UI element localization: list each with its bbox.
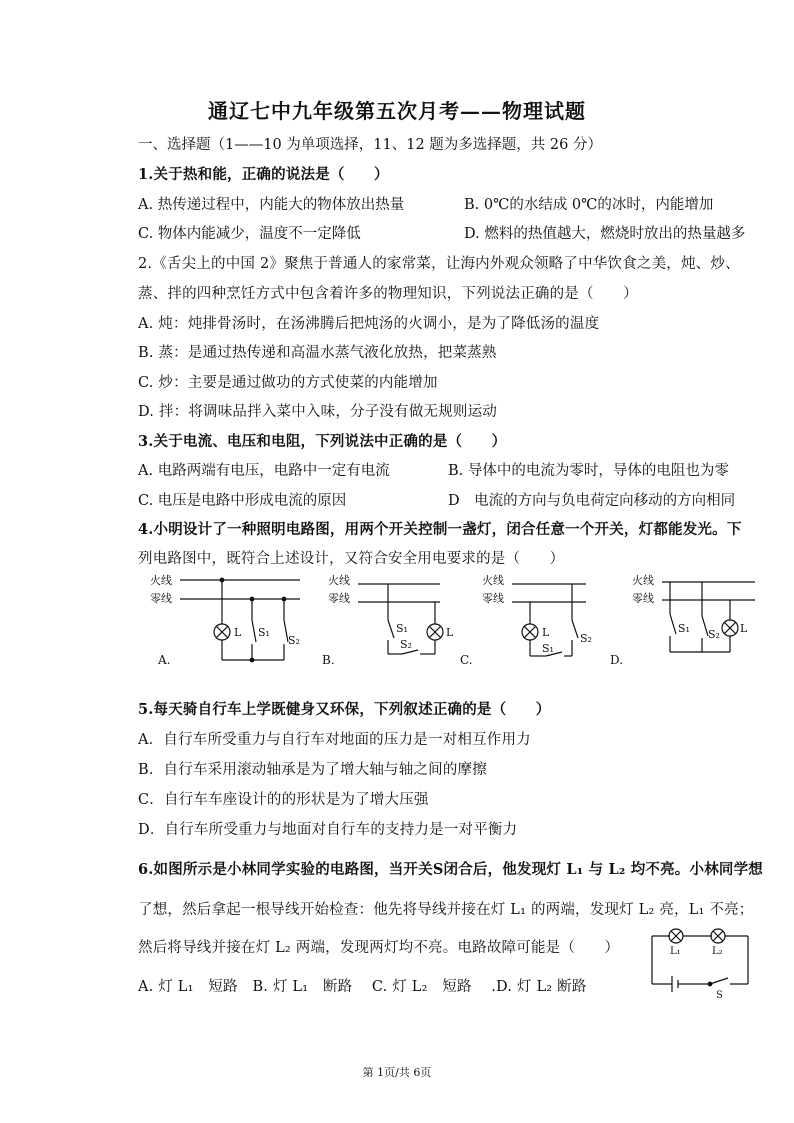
q3-option-d: D 电流的方向与负电荷定向移动的方向相同: [448, 493, 736, 509]
circuit-d-s2-label: S₂: [708, 628, 720, 641]
circuit-d-s1-label: S₁: [678, 622, 690, 635]
q5-option-a: A．自行车所受重力与自行车对地面的压力是一对相互作用力: [138, 732, 531, 748]
circuit-b-s2-label: S₂: [400, 638, 412, 651]
q1-option-c: C. 物体内能减少，温度不一定降低: [138, 226, 361, 242]
q6-fig-l2-label: L₂: [712, 946, 723, 957]
circuit-d-lamp-label: L: [740, 622, 748, 635]
q4-circuit-diagrams: [150, 572, 770, 672]
q2-option-c: C. 炒：主要是通过做功的方式使菜的内能增加: [138, 375, 438, 391]
q3-option-b: B. 导体中的电流为零时，导体的电阻也为零: [448, 463, 729, 479]
q2-option-b: B. 蒸：是通过热传递和高温水蒸气液化放热，把菜蒸熟: [138, 345, 497, 361]
q6-fig-l1-label: L₁: [670, 946, 681, 957]
q6-stem-line2: 了想，然后拿起一根导线开始检查：他先将导线并接在灯 L₁ 的两端，发现灯 L₂ 亮，L₁ 不亮；: [138, 902, 754, 918]
circuit-c-neutral-label: 零线: [482, 592, 504, 605]
circuit-b-s1-label: S₁: [396, 622, 408, 635]
q5-stem: 5.每天骑自行车上学既健身又环保，下列叙述正确的是（ ）: [138, 701, 551, 718]
circuit-b-label: B.: [322, 653, 335, 667]
q4-stem-line1: 4.小明设计了一种照明电路图，用两个开关控制一盏灯，闭合任意一个开关，灯都能发光。下: [138, 521, 742, 538]
circuit-a-neutral-label: 零线: [150, 592, 172, 605]
circuit-d: [610, 573, 755, 667]
q5-option-b: B．自行车采用滚动轴承是为了增大轴与轴之间的摩擦: [138, 762, 487, 778]
q2-stem-line2: 蒸、拌的四种烹饪方式中包含着许多的物理知识，下列说法正确的是（ ）: [138, 286, 638, 302]
circuit-a-label: A.: [158, 653, 171, 667]
q1-option-a: A. 热传递过程中，内能大的物体放出热量: [138, 197, 405, 213]
circuit-c-label: C.: [460, 653, 473, 667]
q6-stem-line3: 然后将导线并接在灯 L₂ 两端，发现两灯均不亮。电路故障可能是（ ）: [138, 940, 620, 956]
q6-stem-line1: 6.如图所示是小林同学实验的电路图，当开关S闭合后，他发现灯 L₁ 与 L₂ 均不亮。小林同学想: [138, 861, 763, 878]
circuit-d-live-label: 火线: [632, 574, 654, 587]
circuit-d-label: D.: [610, 653, 624, 667]
circuit-b-lamp-label: L: [446, 626, 454, 639]
q2-stem-line1: 2.《舌尖上的中国 2》聚焦于普通人的家常菜，让海内外观众领略了中华饮食之美，炖、炒、: [138, 256, 740, 272]
q2-option-a: A. 炖：炖排骨汤时，在汤沸腾后把炖汤的火调小，是为了降低汤的温度: [138, 316, 600, 332]
q6-circuit-figure: [640, 922, 760, 1002]
circuit-d-neutral-label: 零线: [632, 592, 654, 605]
q6-options: A. 灯 L₁ 短路 B. 灯 L₁ 断路 C. 灯 L₂ 短路 .D. 灯 L₂ 断路: [138, 979, 587, 995]
circuit-b-live-label: 火线: [328, 574, 350, 587]
circuit-c-s1-label: S₁: [542, 642, 554, 655]
q3-option-c: C. 电压是电路中形成电流的原因: [138, 493, 347, 509]
page-title: 通辽七中九年级第五次月考——物理试题: [208, 99, 586, 123]
circuit-a-s2-label: S₂: [288, 634, 300, 647]
circuit-a-live-label: 火线: [150, 574, 172, 587]
q4-stem-line2: 列电路图中，既符合上述设计，又符合安全用电要求的是（ ）: [138, 551, 565, 567]
circuit-c-live-label: 火线: [482, 574, 504, 587]
circuit-c: [460, 573, 592, 667]
q1-option-d: D. 燃料的热值越大，燃烧时放出的热量越多: [464, 226, 746, 242]
circuit-c-s2-label: S₂: [580, 632, 592, 645]
q1-stem: 1.关于热和能，正确的说法是（ ）: [138, 166, 389, 183]
page-footer: 第 1页/共 6页: [362, 1066, 432, 1079]
circuit-b: [322, 573, 454, 667]
circuit-a-lamp-label: L: [234, 626, 242, 639]
q6-fig-switch-label: S: [716, 990, 723, 1001]
q2-option-d: D. 拌：将调味品拌入菜中入味，分子没有做无规则运动: [138, 404, 498, 420]
circuit-c-lamp-label: L: [542, 626, 550, 639]
q3-option-a: A. 电路两端有电压，电路中一定有电流: [138, 463, 390, 479]
q5-option-d: D．自行车所受重力与地面对自行车的支持力是一对平衡力: [138, 822, 518, 838]
q1-option-b: B. 0℃的水结成 0℃的冰时，内能增加: [464, 197, 714, 213]
q3-stem: 3.关于电流、电压和电阻，下列说法中正确的是（ ）: [138, 433, 507, 450]
circuit-b-neutral-label: 零线: [328, 592, 350, 605]
circuit-a: [150, 573, 300, 667]
section-heading: 一、选择题（1——10 为单项选择，11、12 题为多选择题，共 26 分）: [138, 137, 602, 153]
circuit-a-s1-label: S₁: [258, 626, 270, 639]
q5-option-c: C．自行车车座设计的的形状是为了增大压强: [138, 792, 429, 808]
